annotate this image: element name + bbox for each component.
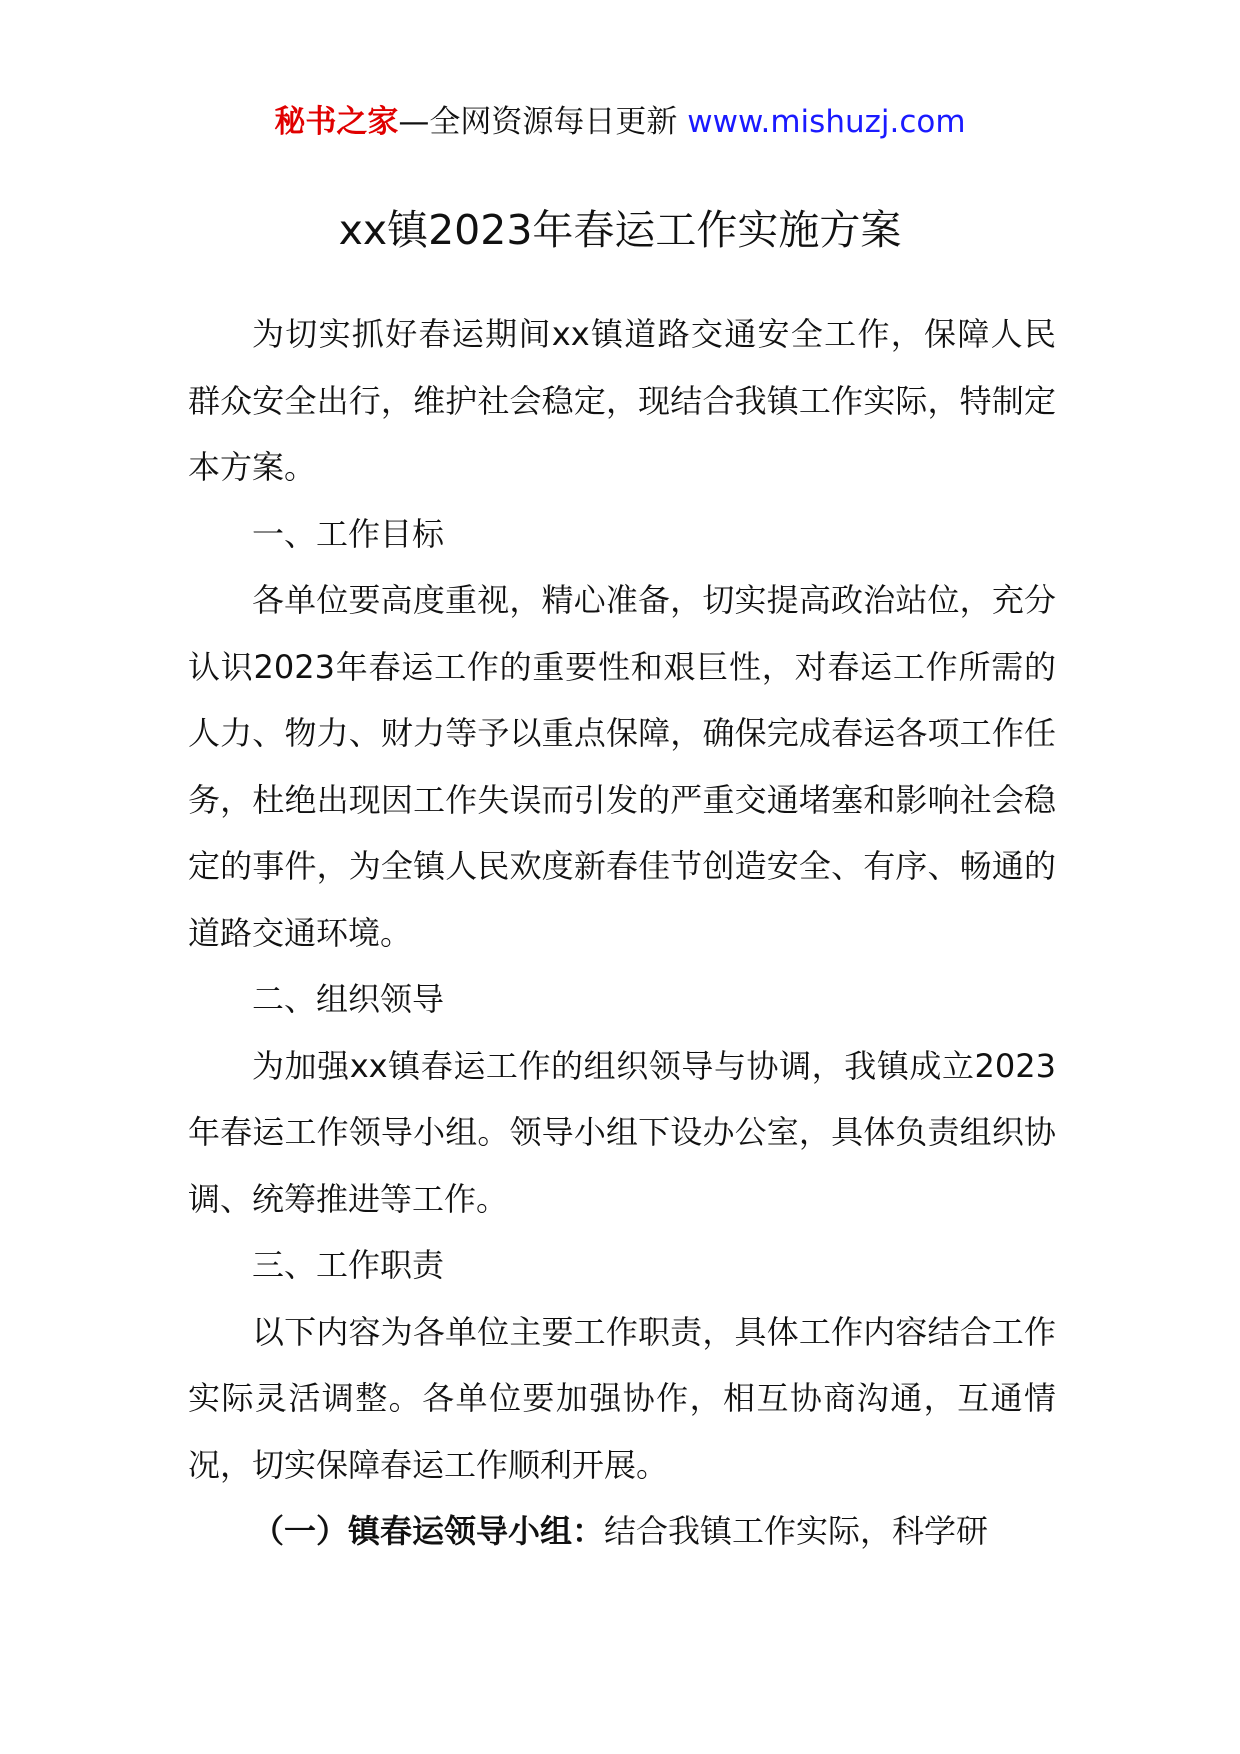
duty-item-1-text: 结合我镇工作实际，科学研 [604,1512,989,1550]
duty-item-1-lead: （一）镇春运领导小组： [252,1512,605,1550]
document-title: xx镇2023年春运工作实施方案 [338,206,902,254]
section-heading-goals: 一、工作目标 [252,514,445,553]
section-text-goals: 各单位要高度重视，精心准备，切实提高政治站位，充分认识2023年春运工作的重要性和艰巨性，对春运工作所需的人力、物力、财力等予以重点保障，确保完成春运各项工作任务，杜绝出现因工作失误而引发的严重交通堵塞和影响社会稳定的事件，为全镇人民欢度新春佳节创造安全、有序、畅通的道路交通环境。 [188,581,1056,952]
section-heading-leadership: 二、组织领导 [252,980,445,1018]
brand-name: 秘书之家 [274,104,399,140]
site-header [0,100,1240,144]
intro-paragraph: 为切实抓好春运期间xx镇道路交通安全工作，保障人民群众安全出行，维护社会稳定，现结合我镇工作实际，特制定本方案。 [188,315,1056,486]
section-text-leadership: 为加强xx镇春运工作的组织领导与协调，我镇成立2023年春运工作领导小组。领导小组下设办公室，具体负责组织协调、统筹推进等工作。 [188,1046,1056,1218]
header-slogan: —全网资源每日更新 [398,104,678,140]
document-body [188,301,1056,1565]
site-url-link[interactable]: www.mishuzj.com [687,104,966,140]
section-heading-duties: 三、工作职责 [252,1246,445,1284]
duty-item-1 [188,1498,1056,1565]
section-text-duties: 以下内容为各单位主要工作职责，具体工作内容结合工作实际灵活调整。各单位要加强协作，相互协商沟通，互通情况，切实保障春运工作顺利开展。 [188,1312,1056,1484]
